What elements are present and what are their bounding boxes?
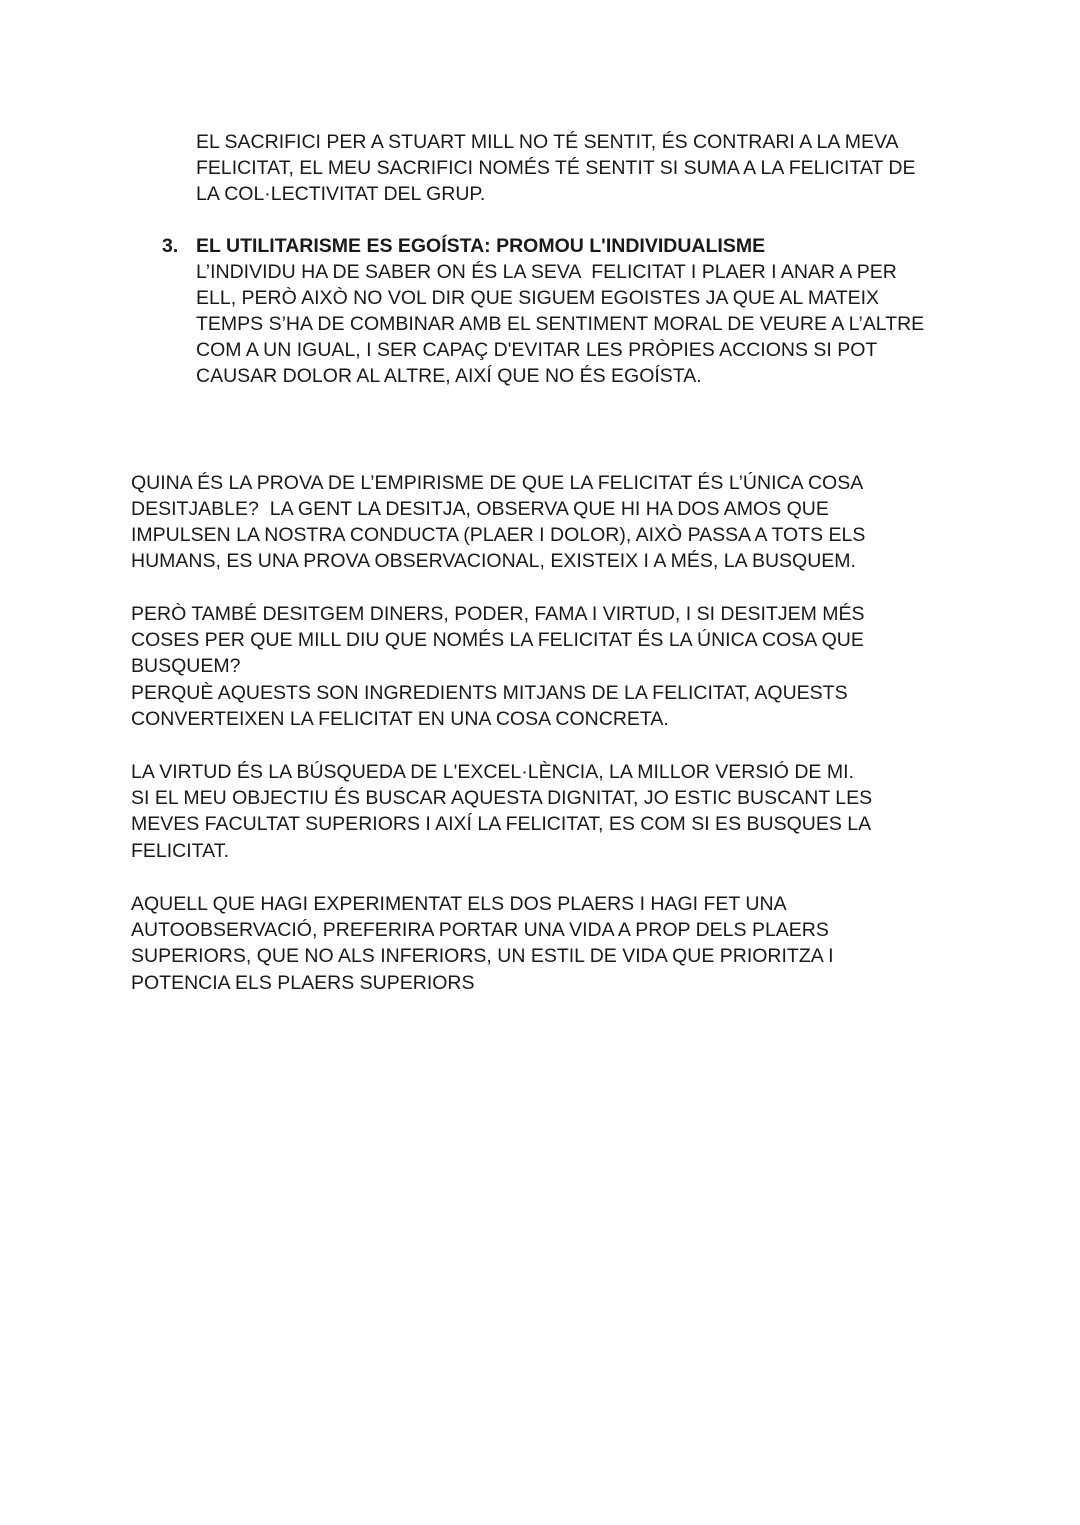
paragraph-3-line: FELICITAT.	[131, 840, 229, 862]
paragraph-2-line: PERÒ TAMBÉ DESITGEM DINERS, PODER, FAMA I VIRTUD, I SI DESITJEM MÉS	[131, 603, 865, 625]
paragraph-4-line: POTENCIA ELS PLAERS SUPERIORS	[131, 972, 475, 994]
item3-line: COM A UN IGUAL, I SER CAPAÇ D'EVITAR LES PRÒPIES ACCIONS SI POT	[196, 339, 878, 361]
paragraph-4-line: AQUELL QUE HAGI EXPERIMENTAT ELS DOS PLAERS I HAGI FET UNA	[131, 893, 787, 915]
paragraph-3-line: SI EL MEU OBJECTIU ÉS BUSCAR AQUESTA DIGNITAT, JO ESTIC BUSCANT LES	[131, 787, 873, 809]
paragraph-4-line: AUTOOBSERVACIÓ, PREFERIRA PORTAR UNA VIDA A PROP DELS PLAERS	[131, 919, 829, 941]
item3-line: CAUSAR DOLOR AL ALTRE, AIXÍ QUE NO ÉS EGOÍSTA.	[196, 365, 702, 387]
paragraph-1-line: QUINA ÉS LA PROVA DE L’EMPIRISME DE QUE LA FELICITAT ÉS L’ÚNICA COSA	[131, 472, 864, 494]
paragraph-2-line: COSES PER QUE MILL DIU QUE NOMÉS LA FELICITAT ÉS LA ÚNICA COSA QUE	[131, 629, 864, 651]
intro-line: EL SACRIFICI PER A STUART MILL NO TÉ SENTIT, ÉS CONTRARI A LA MEVA	[196, 131, 899, 153]
item3-heading: EL UTILITARISME ES EGOÍSTA: PROMOU L'INDIVIDUALISME	[196, 235, 766, 257]
paragraph-3-line: LA VIRTUD ÉS LA BÚSQUEDA DE L'EXCEL·LÈNCIA, LA MILLOR VERSIÓ DE MI.	[131, 761, 854, 783]
paragraph-3-line: MEVES FACULTAT SUPERIORS I AIXÍ LA FELICITAT, ES COM SI ES BUSQUES LA	[131, 813, 872, 835]
item3-line: L’INDIVIDU HA DE SABER ON ÉS LA SEVA FELICITAT I PLAER I ANAR A PER	[196, 261, 897, 283]
item3-line: TEMPS S’HA DE COMBINAR AMB EL SENTIMENT MORAL DE VEURE A L’ALTRE	[196, 313, 925, 335]
paragraph-2-line: CONVERTEIXEN LA FELICITAT EN UNA COSA CONCRETA.	[131, 708, 669, 730]
paragraph-1-line: IMPULSEN LA NOSTRA CONDUCTA (PLAER I DOLOR), AIXÒ PASSA A TOTS ELS	[131, 524, 866, 546]
paragraph-2-line: PERQUÈ AQUESTS SON INGREDIENTS MITJANS DE LA FELICITAT, AQUESTS	[131, 682, 848, 704]
paragraph-4-line: SUPERIORS, QUE NO ALS INFERIORS, UN ESTIL DE VIDA QUE PRIORITZA I	[131, 945, 834, 967]
paragraph-1-line: HUMANS, ES UNA PROVA OBSERVACIONAL, EXISTEIX I A MÉS, LA BUSQUEM.	[131, 550, 856, 572]
item3-line: ELL, PERÒ AIXÒ NO VOL DIR QUE SIGUEM EGOISTES JA QUE AL MATEIX	[196, 287, 880, 309]
list-number: 3.	[162, 235, 179, 257]
intro-line: FELICITAT, EL MEU SACRIFICI NOMÉS TÉ SENTIT SI SUMA A LA FELICITAT DE	[196, 157, 916, 179]
paragraph-1-line: DESITJABLE? LA GENT LA DESITJA, OBSERVA QUE HI HA DOS AMOS QUE	[131, 498, 829, 520]
paragraph-2-line: BUSQUEM?	[131, 655, 241, 677]
intro-line: LA COL·LECTIVITAT DEL GRUP.	[196, 183, 486, 205]
